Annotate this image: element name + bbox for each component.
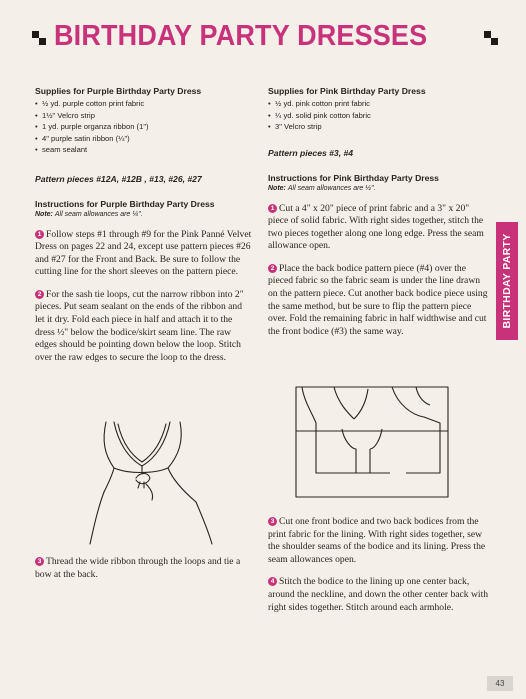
step-text: Stitch the bodice to the lining up one center back, around the neckline, and down the other center back with right sides together. Stitch around each armhole. [268,576,489,613]
list-item: • ½ yd. pink cotton print fabric [268,98,488,110]
step-text: Cut one front bodice and two back bodices from the print fabric for the lining. With right sides together, sew the shoulder seams of the bodice and its lining. Press the seam allowances open. [268,516,486,565]
list-item: • 1½" Velcro strip [35,110,253,122]
step-number: 4 [268,577,277,586]
supplies-heading: Supplies for Purple Birthday Party Dress [35,86,202,96]
step-number: 2 [35,290,44,299]
step-3 [35,556,253,581]
pattern-layout-illustration [294,383,454,503]
step-text: For the sash tie loops, cut the narrow ribbon into 2" pieces. Put seam sealant on the ends of the ribbon and let it dry. Fold each piece in half and attach it to the dress ½" below the bodice/skirt seam line. The raw edges should be pointing down below the loop. Stitch over the raw edges to secure the loop to the dress. [35,288,244,363]
page-title: BIRTHDAY PARTY DRESSES [54,20,428,52]
list-item: • 1 yd. purple organza ribbon (1") [35,121,253,133]
side-tab-label: BIRTHDAY PARTY [501,233,513,329]
page-number: 43 [487,676,513,691]
supplies-list [268,98,488,133]
checker-icon [32,31,46,45]
step-number: 3 [268,517,277,526]
step-3 [268,516,490,566]
step-2 [268,263,488,339]
list-item: • seam sealant [35,144,253,156]
pattern-pieces: Pattern pieces #3, #4 [268,147,354,158]
step-1 [35,229,253,279]
note [268,185,488,192]
right-step3-block [268,516,490,614]
step-4 [268,576,490,614]
step-number: 3 [35,557,44,566]
step-2 [35,289,253,365]
right-column [268,86,488,338]
note-text: All seam allowances are ¼". [54,210,143,218]
list-item: • ½ yd. purple cotton print fabric [35,98,253,110]
side-tab [496,222,518,340]
pattern-pieces: Pattern pieces #12A, #12B , #13, #26, #27 [35,173,202,184]
note-label: Note: [35,210,53,218]
supplies-list [35,98,253,156]
note-text: All seam allowances are ½". [287,184,376,192]
step-text: Follow steps #1 through #9 for the Pink Panné Velvet Dress on pages 22 and 24, except use pattern pieces #26 and #27 for the Front and Back. Be sure to follow the cutting line for the short sleeves on the pattern piece. [35,228,252,278]
left-column [35,86,253,364]
instructions-heading: Instructions for Pink Birthday Party Dress [268,172,439,183]
step-number: 1 [268,204,277,213]
list-item: • ¼ yd. solid pink cotton fabric [268,110,488,122]
note [35,211,253,218]
step-number: 2 [268,264,277,273]
checker-icon [484,31,498,45]
instructions-heading: Instructions for Purple Birthday Party Dress [35,198,215,209]
supplies-heading: Supplies for Pink Birthday Party Dress [268,86,426,96]
dress-loop-illustration [84,418,224,548]
step-number: 1 [35,230,44,239]
title-row [32,18,502,58]
step-text: Cut a 4" x 20" piece of print fabric and a 3" x 20" piece of solid fabric. With right sides together, stitch the two pieces together along one long edge. Press the seam allowance open. [268,202,484,252]
left-step3-block [35,556,253,581]
step-text: Thread the wide ribbon through the loops and tie a bow at the back. [35,556,241,580]
list-item: • 3" Velcro strip [268,121,488,133]
list-item: • 4" purple satin ribbon (¼") [35,133,253,145]
step-text: Place the back bodice pattern piece (#4) over the pieced fabric so the fabric seam is under the line drawn on the pattern piece. Cut another back bodice piece using the same method, but be sure to flip the pattern piece over. Fold the remaining fabric in half widthwise and cut the front bodice (#3) the same way. [268,262,488,337]
note-label: Note: [268,184,286,192]
step-1 [268,203,488,253]
